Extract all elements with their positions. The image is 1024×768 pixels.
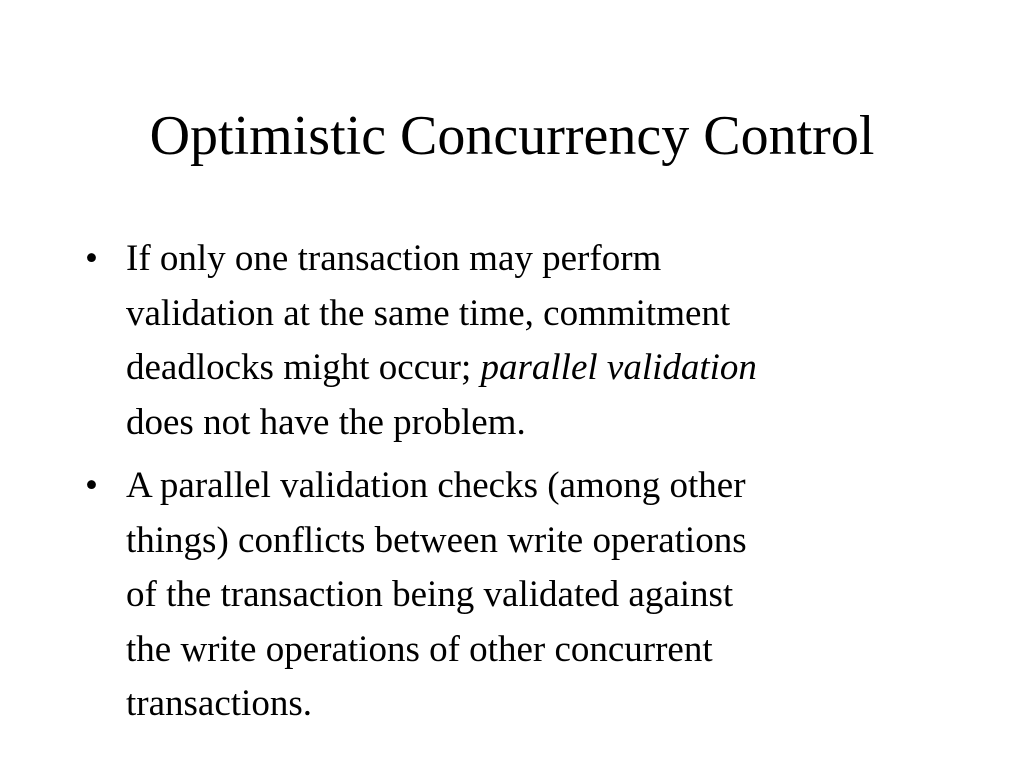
bullet-item-2 — [85, 459, 945, 732]
bullet-1-line-3 — [126, 341, 945, 396]
bullet-1-line-3-text: deadlocks might occur; — [126, 347, 472, 388]
bullet-marker: • — [85, 465, 98, 506]
bullet-1-line-4: does not have the problem. — [126, 401, 526, 443]
bullet-2-line-1: A parallel validation checks (among other — [126, 465, 746, 506]
bullet-2-line-4: the write operations of other concurrent — [126, 628, 713, 670]
bullet-marker: • — [85, 238, 98, 279]
bullet-1-line-2: validation at the same time, commitment — [126, 292, 731, 334]
bullet-1-line-1: If only one transaction may perform — [126, 238, 662, 279]
bullet-2-line-3: of the transaction being validated against — [126, 574, 734, 615]
parallel-validation-emphasis: parallel validation — [480, 347, 757, 388]
bullet-2-line-2: things) conflicts between write operations — [126, 519, 747, 561]
bullet-2-line-5: transactions. — [126, 683, 312, 724]
bullet-item-1 — [85, 232, 945, 450]
slide-title: Optimistic Concurrency Control — [149, 105, 875, 167]
bullet-list — [85, 232, 945, 741]
